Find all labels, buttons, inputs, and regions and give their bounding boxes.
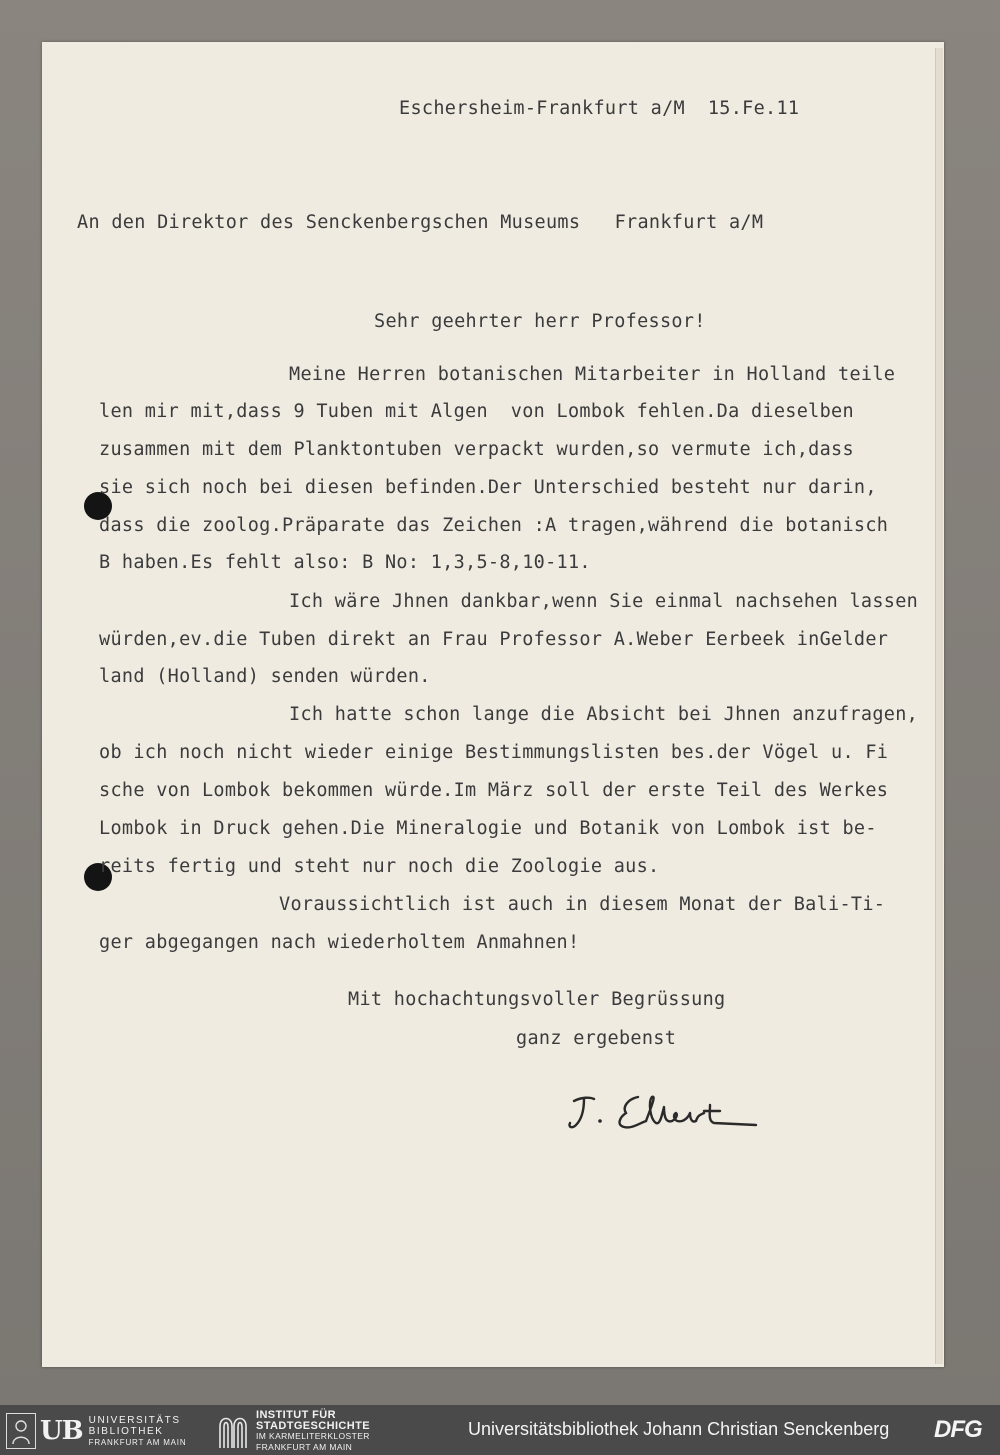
body-line: B haben.Es fehlt also: B No: 1,3,5-8,10-11. <box>99 552 591 573</box>
footer-bar <box>0 1405 1000 1455</box>
senckenberg-portrait-icon <box>6 1413 36 1449</box>
salutation: Sehr geehrter herr Professor! <box>374 311 706 332</box>
page-edge <box>935 48 943 1364</box>
isg-line-3: IM KARMELITERKLOSTER <box>256 1431 370 1441</box>
isg-line-1: INSTITUT FÜR <box>256 1409 336 1421</box>
body-line: Lombok in Druck gehen.Die Mineralogie und Botanik von Lombok ist be- <box>99 818 877 839</box>
body-line: reits fertig und steht nur noch die Zoologie aus. <box>99 856 660 877</box>
ub-line-3: FRANKFURT AM MAIN <box>88 1437 187 1447</box>
body-line: dass die zoolog.Präparate das Zeichen :A tragen,während die botanisch <box>99 515 889 536</box>
body-line: Ich hatte schon lange die Absicht bei Jhnen anzufragen, <box>289 704 919 725</box>
body-line: len mir mit,dass 9 Tuben mit Algen von Lombok fehlen.Da dieselben <box>99 401 854 422</box>
closing: Mit hochachtungsvoller Begrüssung <box>348 989 726 1010</box>
isg-line-4: FRANKFURT AM MAIN <box>256 1441 353 1452</box>
body-line: Voraussichtlich ist auch in diesem Monat der Bali-Ti- <box>279 894 886 915</box>
body-line: Ich wäre Jhnen dankbar,wenn Sie einmal nachsehen lassen <box>289 591 919 612</box>
place-date: Eschersheim-Frankfurt a/M 15.Fe.11 <box>399 98 800 119</box>
body-line: sche von Lombok bekommen würde.Im März soll der erste Teil des Werkes <box>99 780 889 801</box>
isg-logo <box>218 1409 370 1452</box>
ub-letters: UB <box>40 1416 83 1446</box>
body-line: zusammen mit dem Planktontuben verpackt wurden,so vermute ich,dass <box>99 439 854 460</box>
body-line: sie sich noch bei diesen befinden.Der Unterschied besteht nur darin, <box>99 477 877 498</box>
body-line: ger abgegangen nach wiederholtem Anmahnen! <box>99 932 580 953</box>
body-line: land (Holland) senden würden. <box>99 666 431 687</box>
library-name: Universitätsbibliothek Johann Christian Senckenberg <box>468 1419 890 1439</box>
dfg-logo: DFG <box>934 1416 982 1443</box>
body-line: ob ich noch nicht wieder einige Bestimmungslisten bes.der Vögel u. Fi <box>99 742 889 763</box>
arches-icon <box>218 1414 248 1448</box>
handwritten-signature <box>560 1085 770 1140</box>
body-line: Meine Herren botanischen Mitarbeiter in Holland teile <box>289 364 896 385</box>
ub-line-1: UNIVERSITÄTS <box>88 1414 181 1426</box>
ub-line-2: BIBLIOTHEK <box>88 1425 164 1437</box>
recipient: An den Direktor des Senckenbergschen Museums Frankfurt a/M <box>77 212 764 233</box>
closing-2: ganz ergebenst <box>516 1028 677 1049</box>
ub-logo <box>6 1413 186 1449</box>
isg-line-2: STADTGESCHICHTE <box>256 1419 370 1432</box>
body-line: würden,ev.die Tuben direkt an Frau Professor A.Weber Eerbeek inGelder <box>99 629 889 650</box>
